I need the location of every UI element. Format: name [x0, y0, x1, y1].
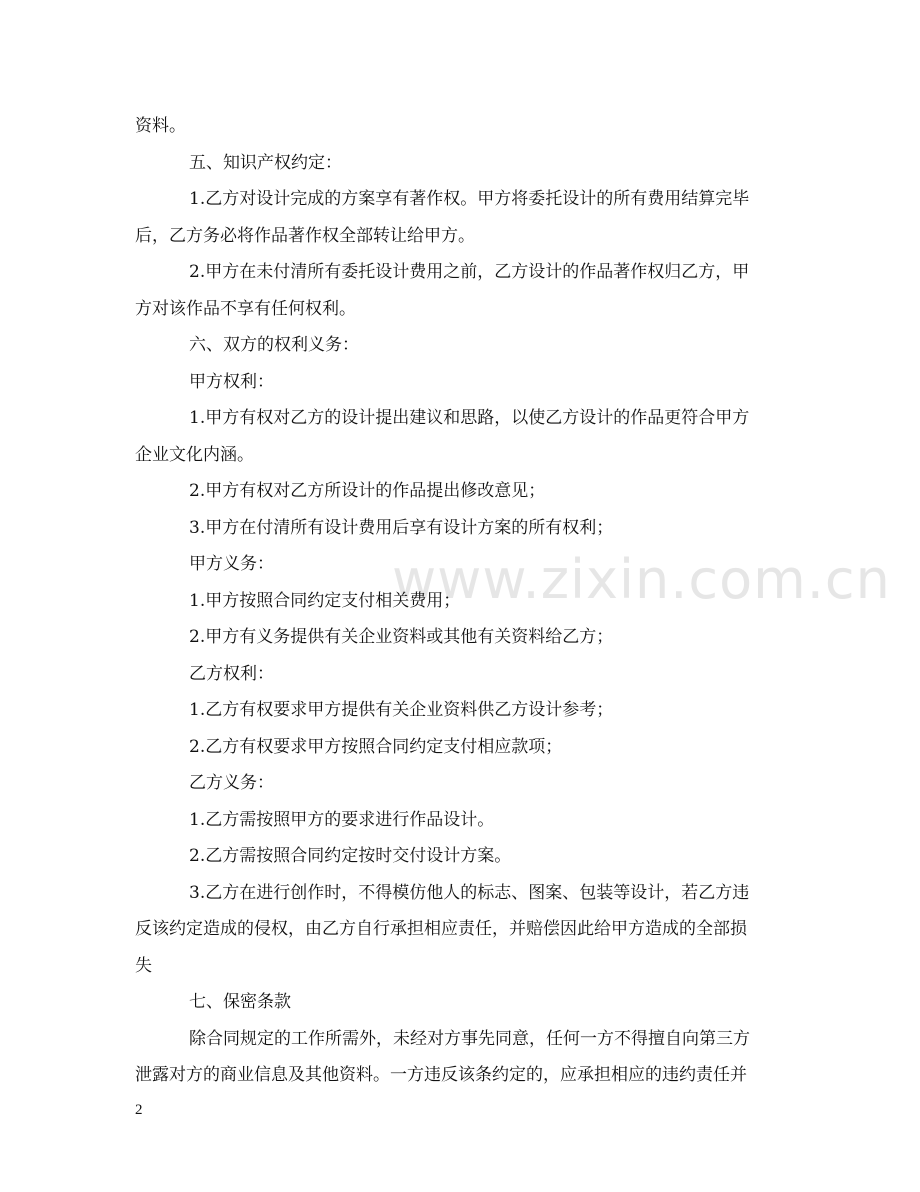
text-line: 2.甲方有权对乙方所设计的作品提出修改意见；: [189, 481, 546, 501]
text-line: 2.甲方有义务提供有关企业资料或其他有关资料给乙方；: [189, 627, 614, 647]
subheading-party-b-obligations: 乙方义务：: [189, 773, 274, 793]
text-line: 2.乙方有权要求甲方按照合同约定支付相应款项；: [189, 736, 563, 757]
subheading-party-a-obligations: 甲方义务：: [189, 554, 274, 574]
subheading-party-b-rights: 乙方权利：: [189, 663, 274, 684]
text-line: 1.甲方有权对乙方的设计提出建议和思路，以使乙方设计的作品更符合甲方: [189, 408, 750, 428]
text-line: 反该约定造成的侵权，由乙方自行承担相应责任，并赔偿因此给甲方造成的全部损: [135, 919, 747, 939]
text-line: 失: [135, 955, 152, 976]
text-line: 企业文化内涵。: [135, 444, 254, 465]
text-line: 3.乙方在进行创作时，不得模仿他人的标志、图案、包装等设计，若乙方违: [189, 882, 750, 903]
text-line: 后，乙方务必将作品著作权全部转让给甲方。: [135, 225, 475, 246]
section-heading-confidentiality: 七、保密条款: [189, 992, 291, 1012]
text-line: 除合同规定的工作所需外，未经对方事先同意，任何一方不得擅自向第三方: [189, 1028, 750, 1049]
text-line: 1.乙方有权要求甲方提供有关企业资料供乙方设计参考；: [189, 700, 614, 720]
subheading-party-a-rights: 甲方权利：: [189, 371, 274, 392]
text-line: 1.乙方需按照甲方的要求进行作品设计。: [189, 809, 495, 830]
text-line: 1.甲方按照合同约定支付相关费用；: [189, 590, 461, 611]
section-heading-rights: 六、双方的权利义务：: [189, 335, 359, 355]
document-body: [135, 108, 790, 1094]
text-line: 1.乙方对设计完成的方案享有著作权。甲方将委托设计的所有费用结算完毕: [189, 189, 750, 209]
watermark: www.zixin.com.cn: [392, 548, 891, 611]
section-heading-ip: 五、知识产权约定：: [189, 152, 342, 173]
text-line: 资料。: [135, 116, 186, 136]
text-line: 2.乙方需按照合同约定按时交付设计方案。: [189, 846, 512, 866]
text-line: 3.甲方在付清所有设计费用后享有设计方案的所有权利；: [189, 517, 614, 538]
text-line: 泄露对方的商业信息及其他资料。一方违反该条约定的，应承担相应的违约责任并: [135, 1065, 747, 1085]
text-line: 方对该作品不享有任何权利。: [135, 298, 356, 319]
page-number: 2: [135, 1102, 143, 1118]
text-line: 2.甲方在未付清所有委托设计费用之前，乙方设计的作品著作权归乙方，甲: [189, 262, 750, 282]
